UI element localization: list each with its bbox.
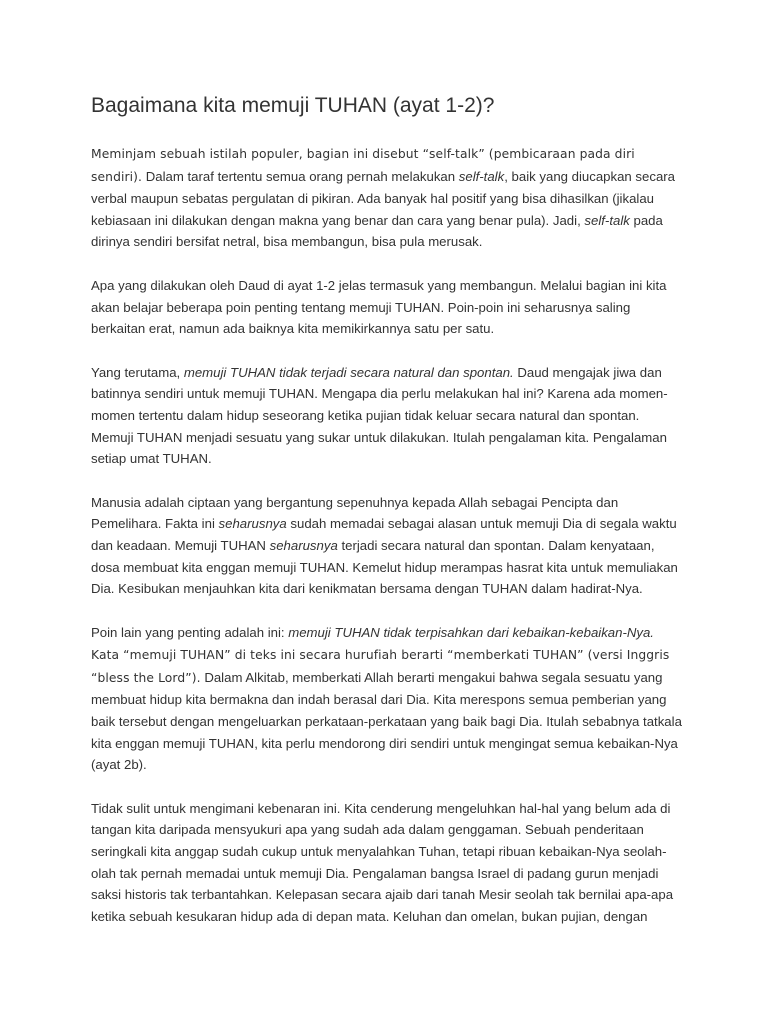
paragraph-self-talk [91,143,683,253]
paragraph-text: sudah memadai sebagai alasan untuk memuji Dia di segala waktu dan keadaan. Memuji TUHAN [91,516,677,553]
article-title: Bagaimana kita memuji TUHAN (ayat 1-2)? [91,94,495,117]
paragraph-text: Yang terutama, [91,364,184,380]
paragraph-text: Dalam taraf tertentu semua orang pernah melakukan [142,168,459,184]
paragraph-tidak-sulit: Tidak sulit untuk mengimani kebenaran ini. Kita cenderung mengeluhkan hal-hal yang belum ada di tangan kita daripada mensyukuri apa yang sudah ada dalam genggaman. Sebuah penderitaan seringkali kita anggap sudah cukup untuk menyalahkan Tuhan, tetapi ribuan kebaikan-Nya seolah-olah tak pernah memadai untuk memuji Dia. Pengalaman bangsa Israel di padang gurun menjadi saksi historis tak terbantahkan. Kelepasan secara ajaib dari tanah Mesir seolah tak bernilai apa-apa ketika sebuah kesukaran hidup ada di depan mata. Keluhan dan omelan, bukan pujian, dengan [91,800,674,924]
paragraph-daud: Apa yang dilakukan oleh Daud di ayat 1-2 jelas termasuk yang membangun. Melalui bagian ini kita akan belajar beberapa poin penting tentang memuji TUHAN. Poin-poin ini seharusnya saling berkaitan erat, namun ada baiknya kita memikirkannya satu per satu. [91,277,667,337]
paragraph-text: , baik yang diucapkan secara verbal maupun sebatas pergulatan di pikiran. Ada banyak hal positif yang bisa dihasilkan (jikalau kebiasaan ini dilakukan dengan makna yang benar dan cara yang benar pula). Jadi, [91,168,676,228]
paragraph-text: pada dirinya sendiri bersifat netral, bisa membangun, bisa pula merusak. [91,212,663,250]
paragraph-text: Dalam Alkitab, memberkati Allah berarti mengakui bahwa segala sesuatu yang membuat hidup kita bermakna dan indah berasal dari Dia. Kita merespons semua pemberian yang baik tersebut dengan mengeluarkan perkataan-perkataan yang baik bagi Dia. Itulah sebabnya tatkala kita enggan memuji TUHAN, kita perlu mendorong diri sendiri untuk mengingat semua kebaikan-Nya (ayat 2b). [91,669,682,773]
italic-text: memuji TUHAN tidak terjadi secara natural dan spontan. [183,364,514,380]
italic-text: memuji TUHAN tidak terpisahkan dari kebaikan-kebaikan-Nya. [288,624,654,640]
paragraph-text: Meminjam sebuah istilah populer, bagian ini disebut “self-talk” (pembicaraan pada diri sendiri). [91,147,635,184]
paragraph-terutama [91,362,683,470]
paragraph-text: Poin lain yang penting adalah ini: [91,624,289,640]
paragraph-text: Daud mengajak jiwa dan batinnya sendiri untuk memuji TUHAN. Mengapa dia perlu melakukan hal ini? Karena ada momen-momen tertentu dalam hidup seseorang ketika pujian tidak keluar secara natural dan spontan. Memuji TUHAN menjadi sesuatu yang sukar untuk dilakukan. Itulah pengalaman kita. Pengalaman setiap umat TUHAN. [91,364,668,467]
italic-text: seharusnya [218,516,287,532]
paragraph-text: Manusia adalah ciptaan yang bergantung sepenuhnya kepada Allah sebagai Pencipta dan Pemelihara. Fakta ini [91,494,619,532]
paragraph-text: Kata “memuji TUHAN” di teks ini secara hurufiah berarti “memberkati TUHAN” (versi Inggris “bless the Lord”). [91,648,670,685]
paragraph-text: terjadi secara natural dan spontan. Dalam kenyataan, dosa membuat kita enggan memuji TUHAN. Kemelut hidup merampas hasrat kita untuk memuliakan Dia. Kesibukan menjauhkan kita dari kenikmatan bersama dengan TUHAN dalam hadirat-Nya. [91,537,678,597]
paragraph-poin-lain [91,622,683,776]
article [91,92,683,949]
italic-text: self-talk [458,168,505,184]
paragraph-manusia [91,492,683,600]
italic-text: self-talk [584,212,630,228]
italic-text: seharusnya [269,537,338,553]
